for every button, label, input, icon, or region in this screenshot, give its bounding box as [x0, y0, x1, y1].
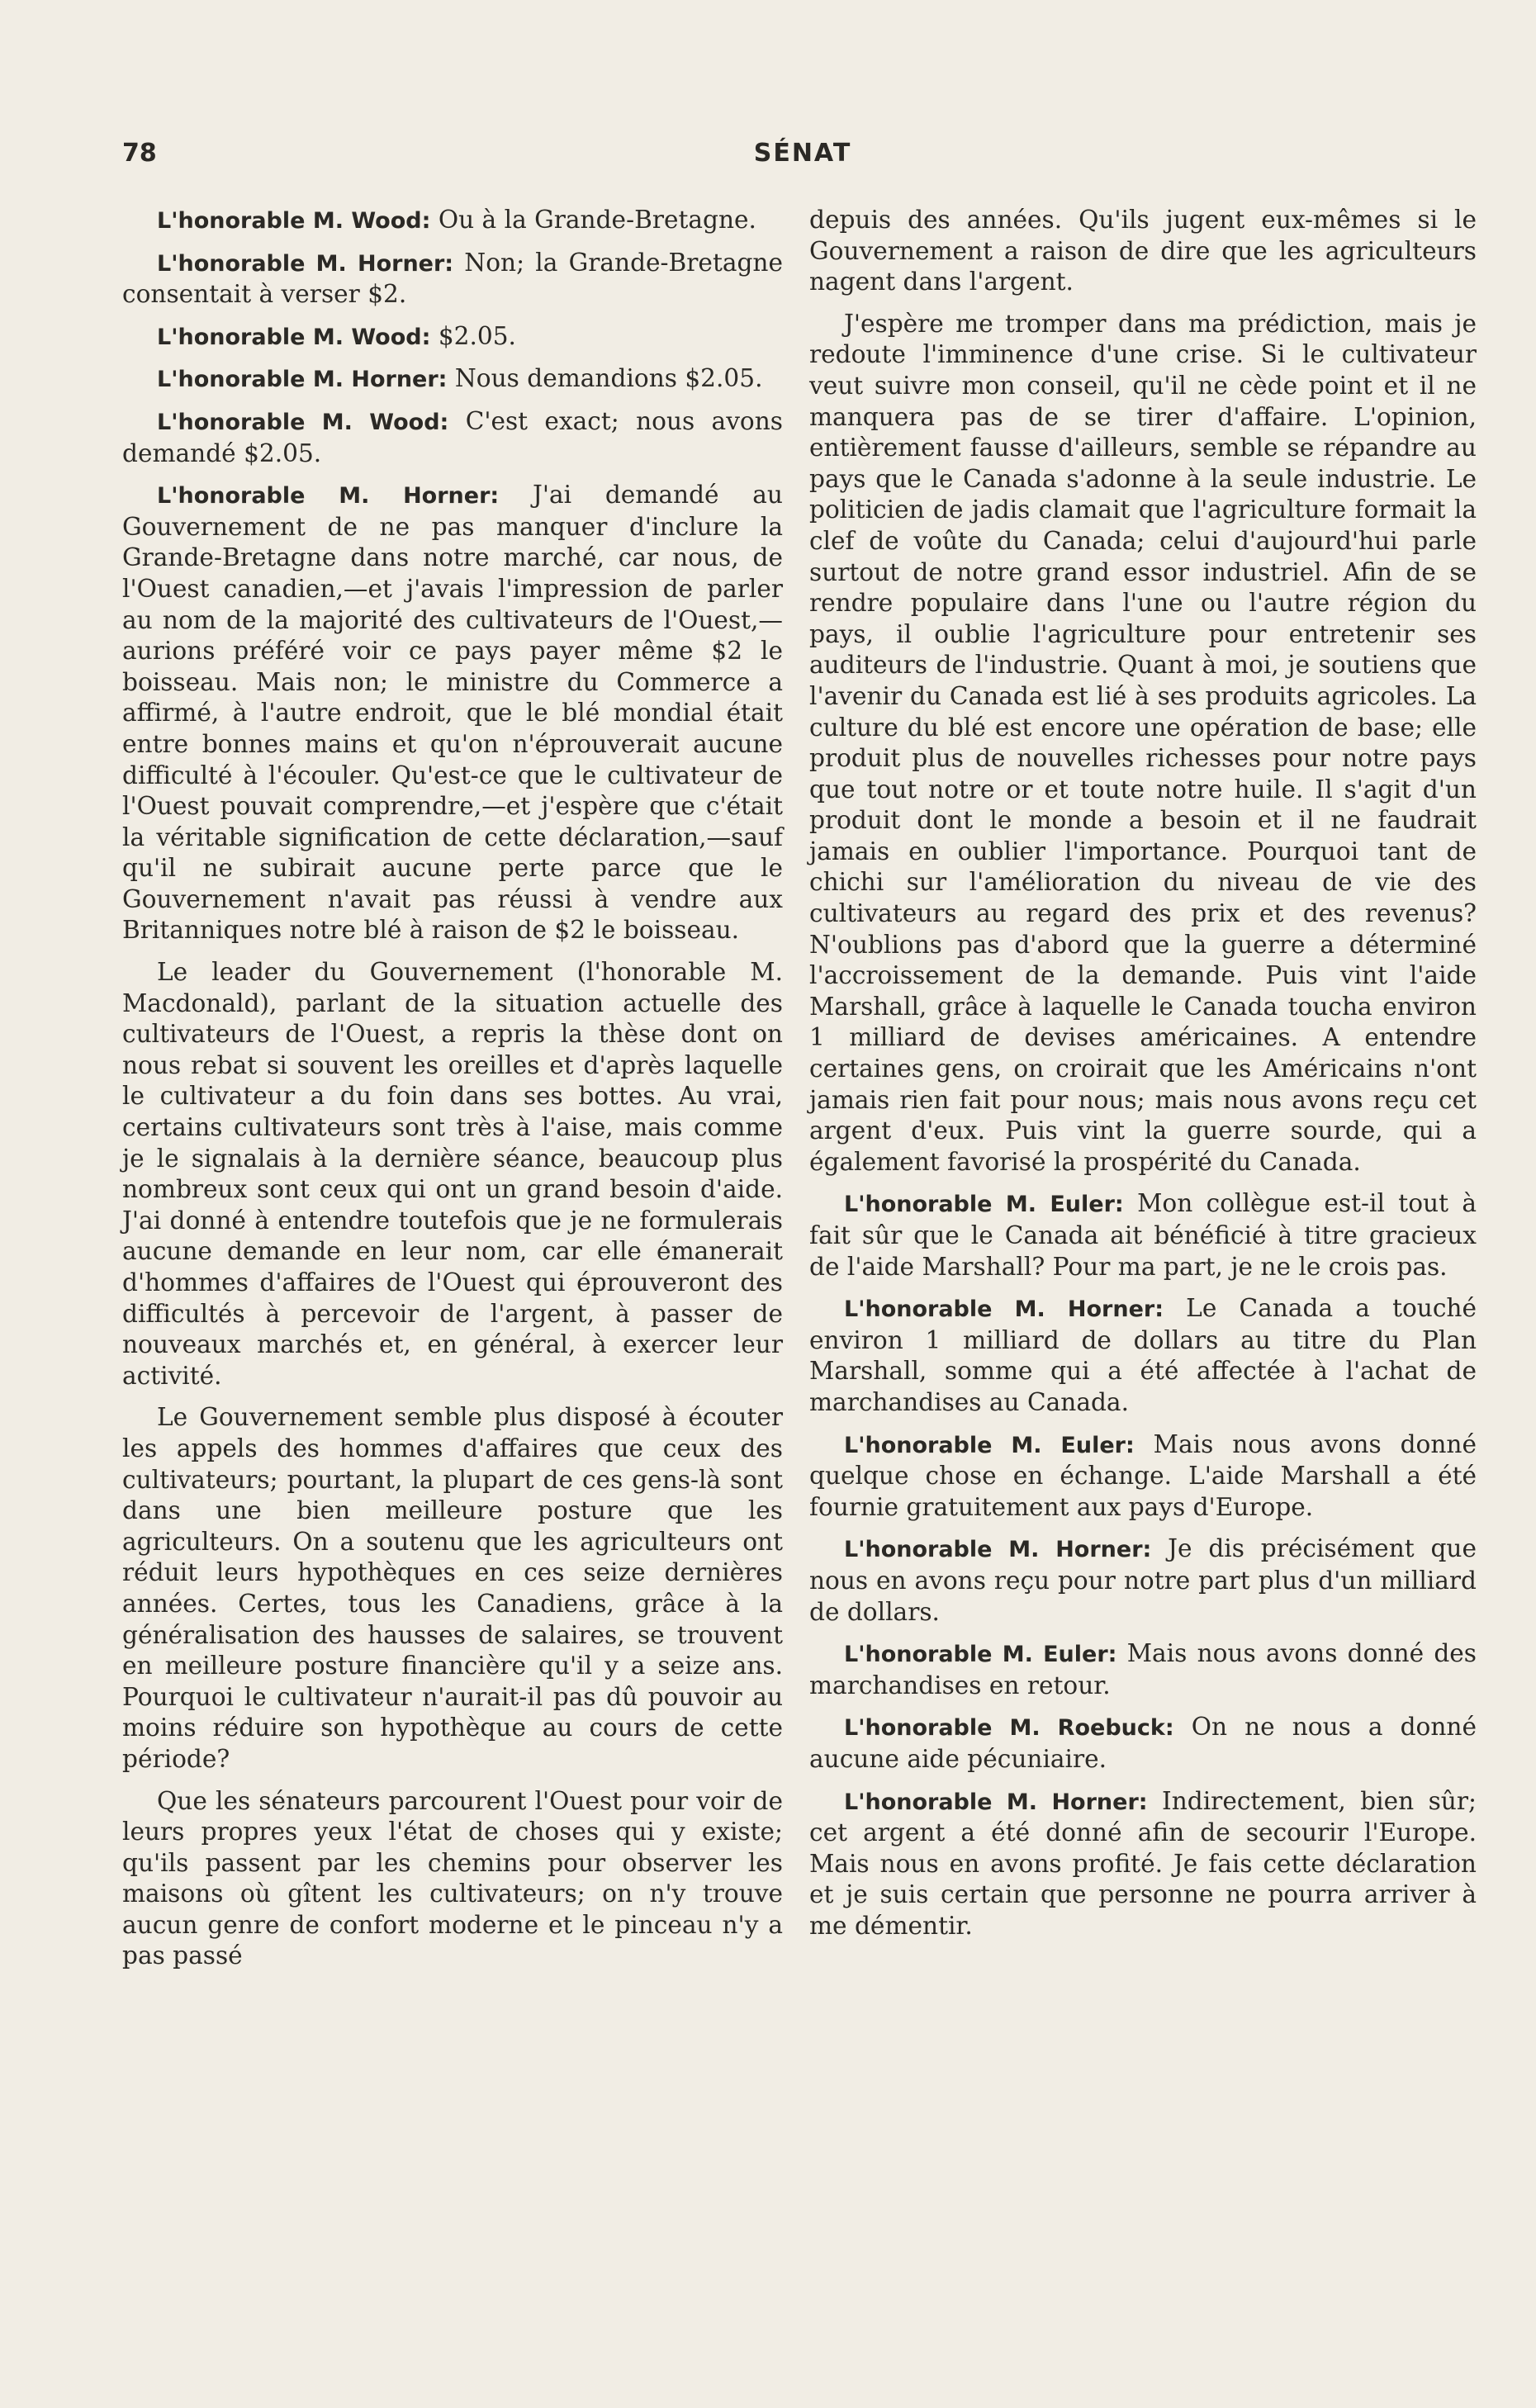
left-column	[122, 205, 783, 1983]
paragraph-text: J'espère me tromper dans ma prédiction, mais je redoute l'imminence d'une crise. Si le cultivateur veut suivre mon conseil, qu'il ne cède point et il ne manquera pas de se tirer d'affaire. L'opinion, entièrement fausse d'ailleurs, semble se répandre au pays que le Canada s'adonne à la seule industrie. Le politicien de jadis clamait que l'agriculture formait la clef de voûte du Canada; celui d'aujourd'hui parle surtout de notre grand essor industriel. Afin de se rendre populaire dans l'une ou l'autre région du pays, il oublie l'agriculture pour entretenir ses auditeurs de l'industrie. Quant à moi, je soutiens que l'avenir du Canada est lié à ses produits agricoles. La culture du blé est encore une opération de base; elle produit plus de nouvelles richesses pour notre pays que tout notre or et toute notre huile. Il s'agit d'un produit dont le monde a besoin et il ne faudrait jamais en oublier l'importance. Pourquoi tant de chichi sur l'amélioration du niveau de vie des cultivateurs au regard des prix et des revenus? N'oublions pas d'abord que la guerre a déterminé l'accroissement de la demande. Puis vint l'aide Marshall, grâce à laquelle le Canada toucha environ 1 milliard de devises américaines. A entendre certaines gens, on croirait que les Américains n'ont jamais rien fait pour nous; mais nous avons reçu cet argent d'eux. Puis vint la guerre sourde, qui a également favorisé la prospérité du Canada.	[809, 309, 1477, 1176]
speaker-label: L'honorable M. Horner:	[844, 1537, 1152, 1563]
speaker-label: L'honorable M. Horner:	[157, 250, 454, 277]
paragraph-text: J'ai demandé au Gouvernement de ne pas manquer d'inclure la Grande-Bretagne dans notre marché, car nous, de l'Ouest canadien,—et j'avais l'impression de parler au nom de la majorité des cultivateurs de l'Ouest,—aurions préféré voir ce pays payer même $2 le boisseau. Mais non; le ministre du Commerce a affirmé, à l'autre endroit, que le blé mondial était entre bonnes mains et qu'on n'éprouverait aucune difficulté à l'écouler. Qu'est-ce que le cultivateur de l'Ouest pouvait comprendre,—et j'espère que c'était la véritable signification de cette déclaration,—sauf qu'il ne subirait aucune perte parce que le Gouvernement n'avait pas réussi à vendre aux Britanniques notre blé à raison de $2 le boisseau.	[122, 481, 783, 945]
paragraph	[122, 205, 783, 237]
speaker-label: L'honorable M. Horner:	[844, 1789, 1148, 1815]
paragraph-text: Je dis précisément que nous en avons reçu pour notre part plus d'un milliard de dollars.	[809, 1534, 1477, 1626]
speaker-label: L'honorable M. Wood:	[157, 208, 431, 234]
chamber-title: SÉNAT	[753, 139, 852, 168]
paragraph	[809, 1429, 1477, 1524]
speaker-label: L'honorable M. Euler:	[844, 1192, 1124, 1218]
paragraph-text: Le Canada a touché environ 1 milliard de dollars au titre du Plan Marshall, somme qui a été affectée à l'achat de marchandises au Canada.	[809, 1294, 1477, 1416]
speaker-label: L'honorable M. Euler:	[844, 1642, 1117, 1668]
paragraph	[809, 1712, 1477, 1775]
page-header	[122, 139, 1483, 175]
paragraph-text: Le leader du Gouvernement (l'honorable M. Macdonald), parlant de la situation actuelle des cultivateurs de l'Ouest, a repris la thèse dont on nous rebat si souvent les oreilles et d'après laquelle le cultivateur a du foin dans ses bottes. Au vrai, certains cultivateurs sont très à l'aise, mais comme je le signalais à la dernière séance, beaucoup plus nombreux sont ceux qui ont un grand besoin d'aide. J'ai donné à entendre toutefois que je ne formulerais aucune demande en leur nom, car elle émanerait d'hommes d'affaires de l'Ouest qui éprouveront des difficultés à percevoir de l'argent, à passer de nouveaux marchés et, en général, à exercer leur activité.	[122, 958, 783, 1390]
paragraph	[809, 1638, 1477, 1701]
paragraph-text: depuis des années. Qu'ils jugent eux-mêmes si le Gouvernement a raison de dire que les agriculteurs nagent dans l'argent.	[809, 206, 1477, 296]
paragraph-text: Indirectement, bien sûr; cet argent a été donné afin de secourir l'Europe. Mais nous en avons profité. Je fais cette déclaration et je suis certain que personne ne pourra arriver à me démentir.	[809, 1786, 1477, 1940]
paragraph	[122, 406, 783, 469]
speaker-label: L'honorable M. Horner:	[157, 483, 500, 510]
paragraph-text: Que les sénateurs parcourent l'Ouest pour voir de leurs propres yeux l'état de choses qui y existe; qu'ils passent par les chemins pour observer les maisons où gîtent les cultivateurs; on n'y trouve aucun genre de confort moderne et le pinceau n'y a pas passé	[122, 1786, 783, 1970]
paragraph	[122, 321, 783, 353]
paragraph-text: Nous demandions $2.05.	[447, 364, 763, 393]
paragraph-text: On ne nous a donné aucune aide pécuniaire.	[809, 1713, 1477, 1773]
speaker-label: L'honorable M. Euler:	[844, 1432, 1135, 1458]
paragraph	[122, 363, 783, 396]
speaker-label: L'honorable M. Wood:	[157, 409, 449, 435]
paragraph	[809, 309, 1477, 1178]
paragraph-text: Mais nous avons donné des marchandises en retour.	[809, 1639, 1477, 1699]
paragraph-continued	[809, 205, 1477, 298]
paragraph	[809, 1293, 1477, 1418]
right-column	[809, 205, 1477, 1952]
paragraph	[122, 248, 783, 310]
paragraph	[122, 480, 783, 946]
paragraph	[122, 957, 783, 1391]
page-number: 78	[122, 139, 157, 168]
paragraph-text: Mais nous avons donné quelque chose en échange. L'aide Marshall a été fournie gratuitement aux pays d'Europe.	[809, 1429, 1477, 1521]
paragraph	[809, 1786, 1477, 1942]
paragraph	[809, 1188, 1477, 1282]
speaker-label: L'honorable M. Horner:	[844, 1296, 1164, 1323]
paragraph-text: Le Gouvernement semble plus disposé à écouter les appels des hommes d'affaires que ceux des cultivateurs; pourtant, la plupart de ces gens-là sont dans une bien meilleure posture que les agriculteurs. On a soutenu que les agriculteurs ont réduit leurs hypothèques en ces seize dernières années. Certes, tous les Canadiens, grâce à la généralisation des hausses de salaires, se trouvent en meilleure posture financière qu'il y a seize ans. Pourquoi le cultivateur n'aurait-il pas dû pouvoir au moins réduire son hypothèque au cours de cette période?	[122, 1403, 783, 1773]
paragraph-text: $2.05.	[430, 321, 516, 350]
paragraph-text: Mon collègue est-il tout à fait sûr que le Canada ait bénéficié à titre gracieux de l'aide Marshall? Pour ma part, je ne le crois pas.	[809, 1189, 1477, 1281]
paragraph	[122, 1402, 783, 1775]
paragraph-text: Non; la Grande-Bretagne consentait à verser $2.	[122, 248, 783, 309]
speaker-label: L'honorable M. Wood:	[157, 324, 431, 350]
paragraph	[122, 1786, 783, 1973]
paragraph-text: C'est exact; nous avons demandé $2.05.	[122, 406, 783, 467]
speaker-label: L'honorable M. Horner:	[157, 367, 448, 393]
paragraph-text: Ou à la Grande-Bretagne.	[430, 206, 756, 234]
speaker-label: L'honorable M. Roebuck:	[844, 1715, 1174, 1742]
paragraph	[809, 1533, 1477, 1628]
